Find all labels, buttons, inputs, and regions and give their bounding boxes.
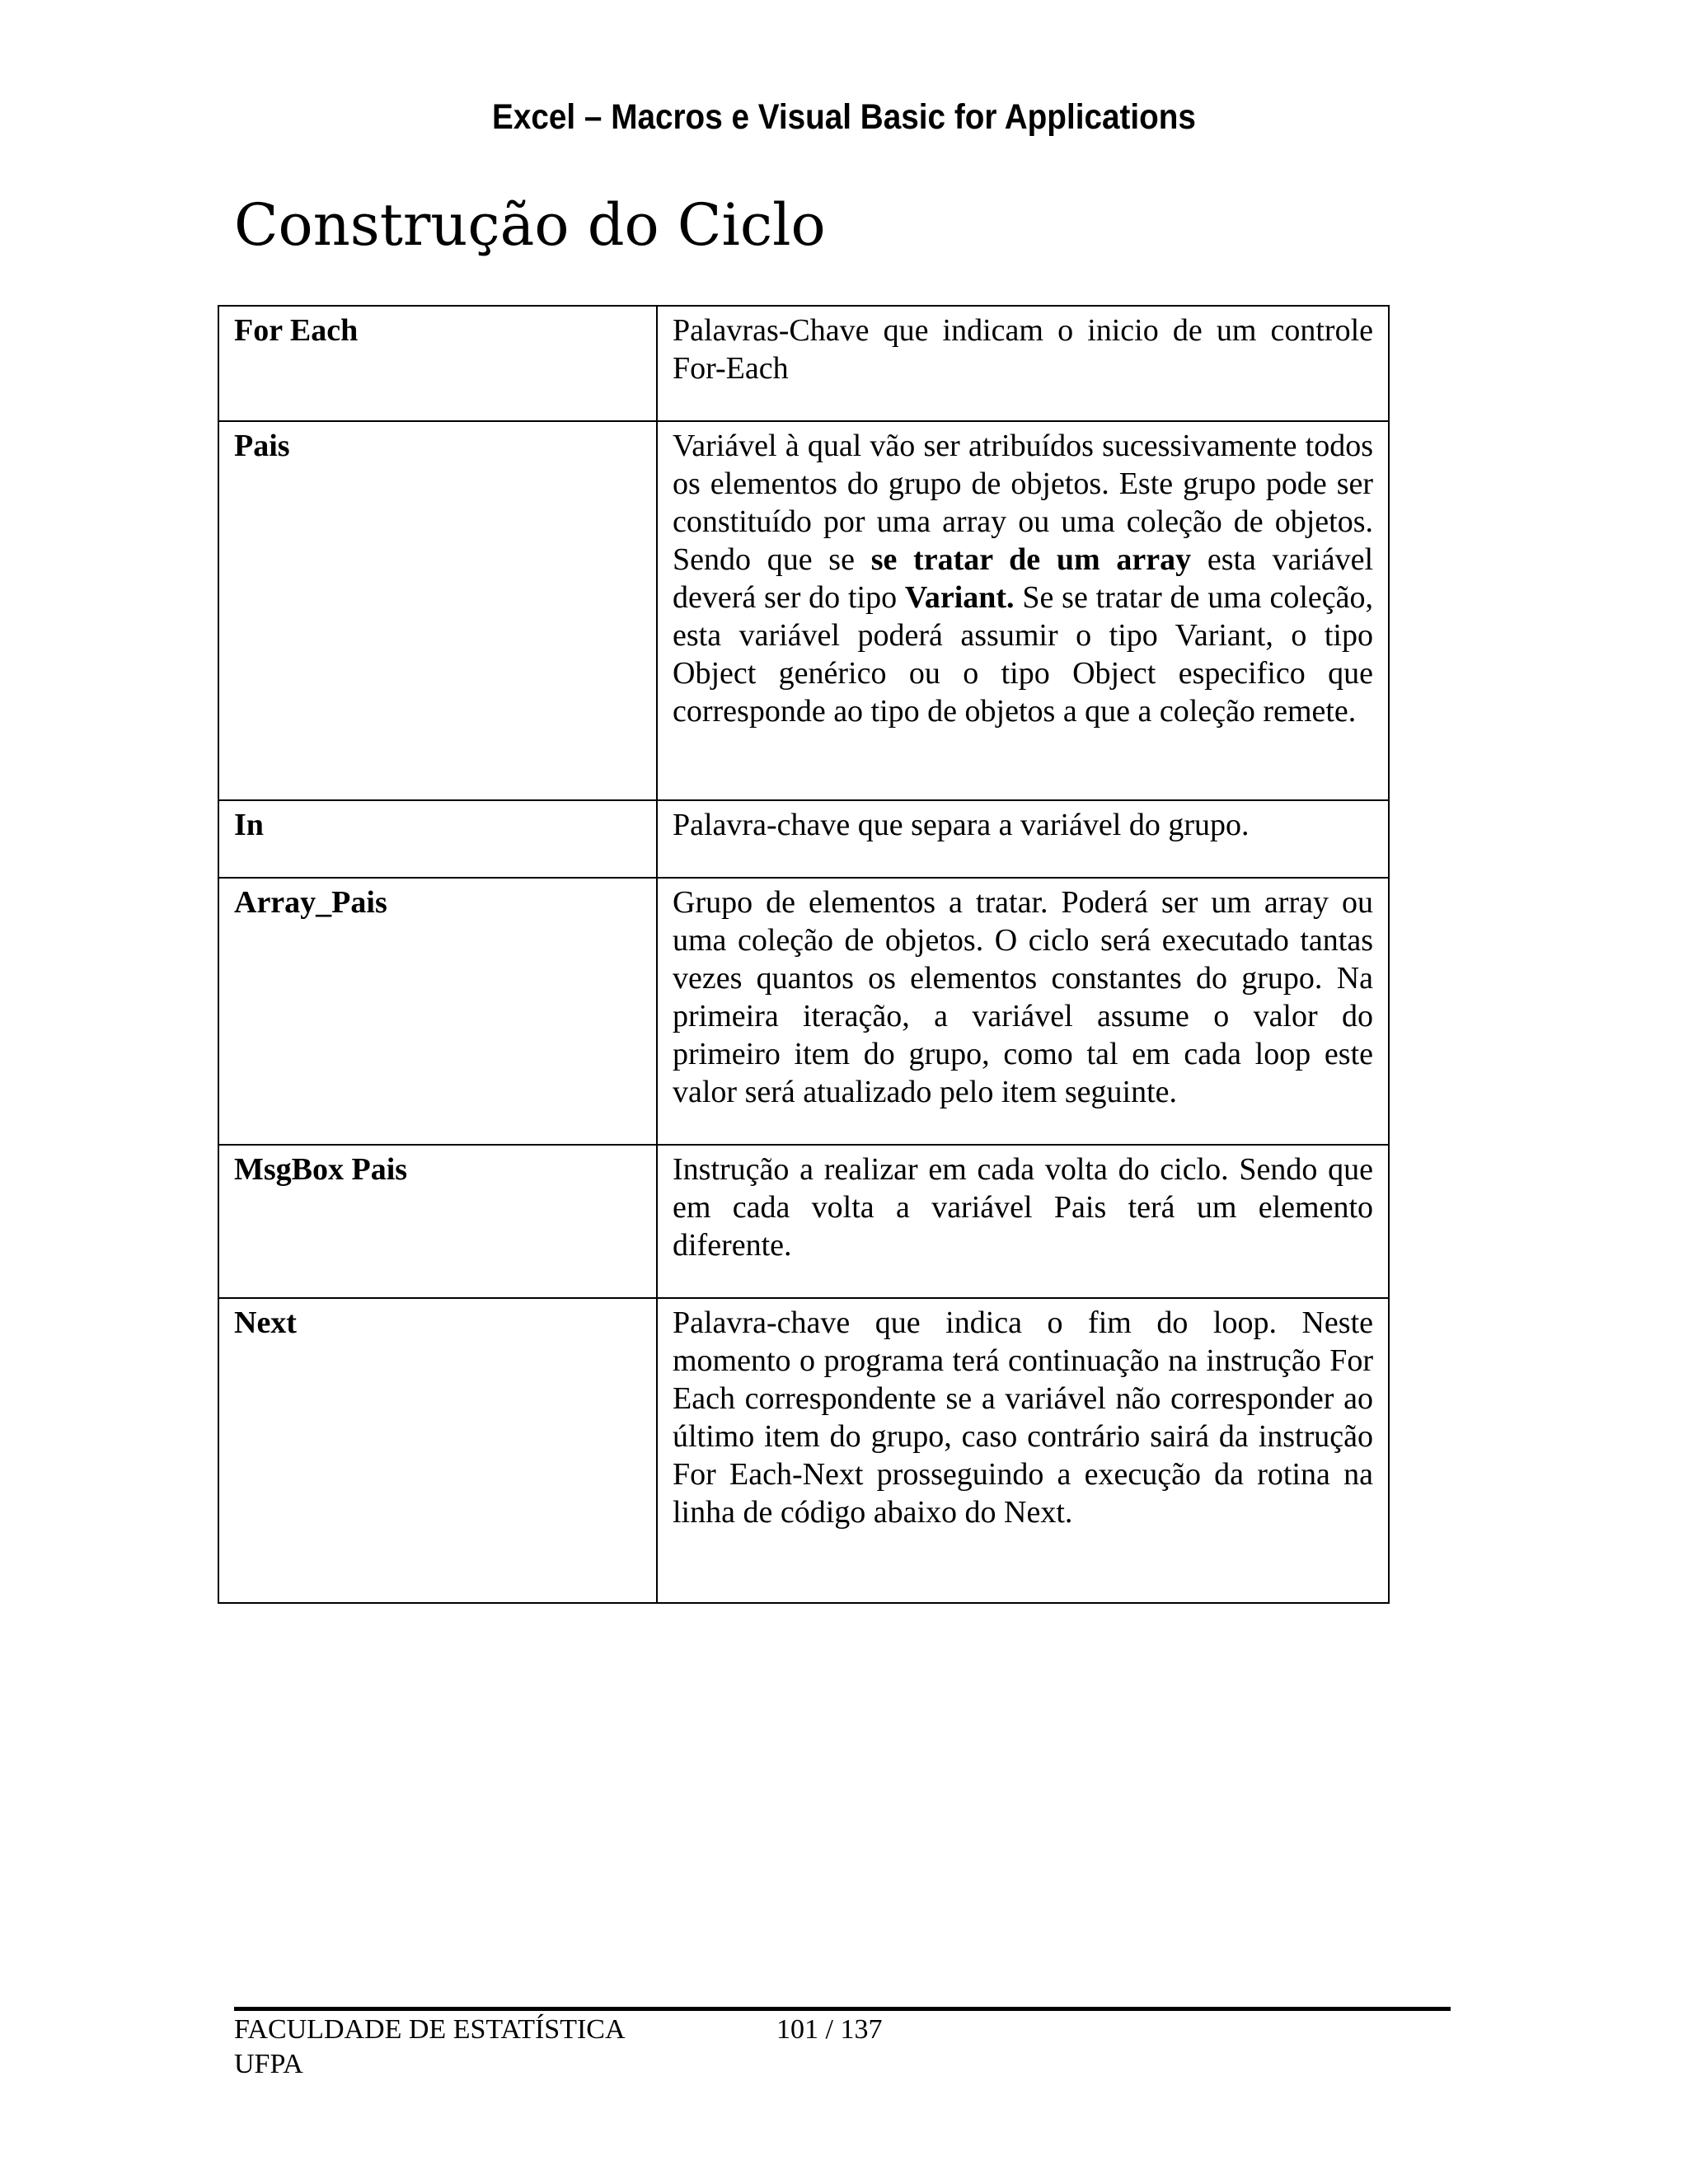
description-cell: Grupo de elementos a tratar. Poderá ser um array ou uma coleção de objetos. O ciclo será executado tantas vezes quantos os elementos constantes do grupo. Na primeira iteração, a variável assume o valor do primeiro item do grupo, como tal em cada loop este valor será atualizado pelo item seguinte. [657, 878, 1389, 1145]
description-cell: Palavras-Chave que indicam o inicio de um controle For-Each [657, 306, 1389, 421]
keyword-table [218, 305, 1390, 1604]
table-row [218, 306, 1389, 421]
page-header: Excel – Macros e Visual Basic for Applications [492, 97, 1196, 137]
footer-institution [234, 2013, 626, 2082]
section-title: Construção do Ciclo [234, 191, 826, 259]
term-cell: Next [218, 1298, 657, 1603]
description-text: Se se tratar de uma coleção, esta variável poderá assumir o tipo Variant, o tipo Object genérico ou o tipo Object especifico que corresponde ao tipo de objetos a que a coleção remete. [673, 580, 1373, 729]
description-cell [657, 421, 1389, 800]
term-cell: For Each [218, 306, 657, 421]
description-emphasis: Variant. [904, 580, 1015, 615]
description-cell: Palavra-chave que separa a variável do grupo. [657, 800, 1389, 878]
footer-divider [234, 2007, 1451, 2011]
description-text: esta variável deverá ser do tipo [673, 542, 1373, 615]
table-row [218, 878, 1389, 1145]
term-cell: Pais [218, 421, 657, 800]
description-cell: Palavra-chave que indica o fim do loop. Neste momento o programa terá continuação na instrução For Each correspondente se a variável não corresponder ao último item do grupo, caso contrário sairá da instrução For Each-Next prosseguindo a execução da rotina na linha de código abaixo do Next. [657, 1298, 1389, 1603]
table-row [218, 1145, 1389, 1298]
term-cell: MsgBox Pais [218, 1145, 657, 1298]
table-row [218, 421, 1389, 800]
footer-institution-line1: FACULDADE DE ESTATÍSTICA [234, 2014, 626, 2045]
description-text: Variável à qual vão ser atribuídos sucessivamente todos os elementos do grupo de objetos. Este grupo pode ser constituído por uma array ou uma coleção de objetos. Sendo que se [673, 429, 1373, 577]
footer-page-number: 101 / 137 [776, 2014, 883, 2045]
term-cell: Array_Pais [218, 878, 657, 1145]
term-cell: In [218, 800, 657, 878]
table-row [218, 800, 1389, 878]
footer-institution-line2: UFPA [234, 2049, 303, 2079]
description-cell: Instrução a realizar em cada volta do ciclo. Sendo que em cada volta a variável Pais terá um elemento diferente. [657, 1145, 1389, 1298]
description-emphasis: se tratar de um array [870, 542, 1192, 577]
table-row [218, 1298, 1389, 1603]
